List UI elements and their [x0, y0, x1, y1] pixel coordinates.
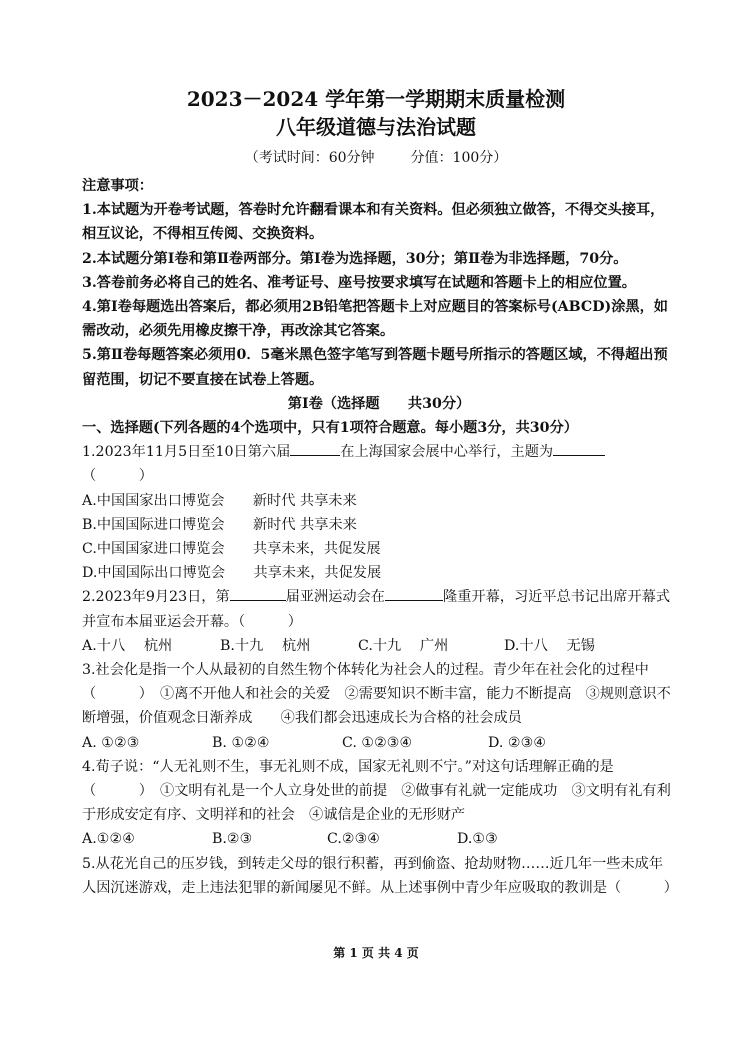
option-c: C. ①②③④ — [342, 734, 413, 751]
exam-score: 分值：100分） — [410, 150, 508, 166]
notice-item: 1.本试题为开卷考试题，答卷时允许翻看课本和有关资料。但必须独立做答，不得交头接耳，相互议论，不得相互传阅、交换资料。 — [82, 202, 665, 243]
exam-time: （考试时间：60分钟 — [244, 150, 375, 166]
notice-item: 2.本试题分第Ⅰ卷和第Ⅱ卷两部分。第Ⅰ卷为选择题，30分；第Ⅱ卷为非选择题，70分。 — [82, 250, 628, 267]
fill-blank — [290, 441, 340, 456]
option-a: A. ①②③ — [82, 734, 140, 751]
option-a: A.①②④ — [82, 831, 135, 848]
fill-blank — [230, 586, 286, 601]
question-stem: 2.2023年9月23日，第 届亚洲运动会在 隆重开幕，习近平总书记出席开幕式并宣布本届亚运会开幕。（ ） — [82, 585, 676, 633]
section-title: 一、选择题(下列各题的4个选项中，只有1项符合题意。每小题3分，共30分） — [82, 420, 578, 437]
exam-title: 2023－2024 学年第一学期期末质量检测 — [186, 87, 566, 111]
option-c: C.中国国家进口博览会 共享未来，共促发展 — [82, 541, 381, 558]
notice-section — [82, 174, 676, 392]
question-1 — [82, 440, 676, 585]
exam-subtitle: 八年级道德与法治试题 — [276, 115, 476, 139]
option-d: D.①③ — [457, 831, 498, 848]
fill-blank — [553, 441, 605, 456]
question-stem: 1.2023年11月5日至10日第六届 在上海国家会展中心举行，主题为（ ） — [82, 440, 676, 488]
exam-info — [0, 148, 752, 168]
notice-item: 5.第Ⅱ卷每题答案必须用0．5毫米黑色签字笔写到答题卡题号所指示的答题区域，不得超出预留范围，切记不要直接在试卷上答题。 — [82, 347, 668, 388]
option-row — [82, 634, 676, 658]
option-c: C.②③④ — [327, 831, 381, 848]
option-b: B.中国国际进口博览会 新时代 共享未来 — [82, 516, 357, 533]
part-title: 第Ⅰ卷（选择题 共30分） — [287, 395, 471, 412]
question-stem: 5.从花光自己的压岁钱，到转走父母的银行积蓄，再到偷盗、抢劫财物……近几年一些未成年人因沉迷游戏，走上违法犯罪的新闻屡见不鲜。从上述事例中青少年应吸取的教训是（ ） — [82, 855, 678, 896]
option-row — [82, 731, 676, 755]
question-3 — [82, 658, 676, 755]
option-row — [82, 827, 676, 851]
fill-blank — [385, 586, 443, 601]
question-2 — [82, 585, 676, 658]
notice-item: 4.第Ⅰ卷每题选出答案后，都必须用2B铅笔把答题卡上对应题目的答案标号(ABCD)涂黑，如需改动，必须先用橡皮擦干净，再改涂其它答案。 — [82, 299, 668, 340]
notice-item: 3.答卷前务必将自己的姓名、准考证号、座号按要求填写在试题和答题卡上的相应位置。 — [82, 274, 636, 291]
question-5 — [82, 852, 676, 900]
option-b: B. ①②④ — [212, 734, 270, 751]
question-stem: 4.荀子说：“人无礼则不生，事无礼则不成，国家无礼则不宁。”对这句话理解正确的是（ ） ①文明有礼是一个人立身处世的前提 ②做事有礼就一定能成功 ③文明有礼有利于形成安定有序、文明祥和的社会 ④诚信是企业的无形财产 — [82, 758, 671, 824]
option-b: B.十九 杭州 — [220, 637, 311, 654]
option-b: B.②③ — [212, 831, 253, 848]
option-c: C.十九 广州 — [358, 637, 449, 654]
question-stem: 3.社会化是指一个人从最初的自然生物个体转化为社会人的过程。青少年在社会化的过程中（ ） ①离不开他人和社会的关爱 ②需要知识不断丰富，能力不断提高 ③规则意识不断增强，价值观念日渐养成 ④我们都会迅速成长为合格的社会成员 — [82, 662, 671, 727]
question-4 — [82, 755, 676, 852]
exam-body — [82, 174, 676, 900]
notice-heading: 注意事项： — [82, 178, 153, 194]
option-d: D.中国国际出口博览会 共享未来，共促发展 — [82, 565, 382, 582]
option-d: D.十八 无锡 — [504, 637, 595, 654]
option-d: D. ②③④ — [488, 734, 547, 751]
option-a: A.中国国家出口博览会 新时代 共享未来 — [82, 492, 357, 509]
page-number: 第 1 页 共 4 页 — [333, 946, 419, 960]
option-a: A.十八 杭州 — [82, 637, 173, 654]
